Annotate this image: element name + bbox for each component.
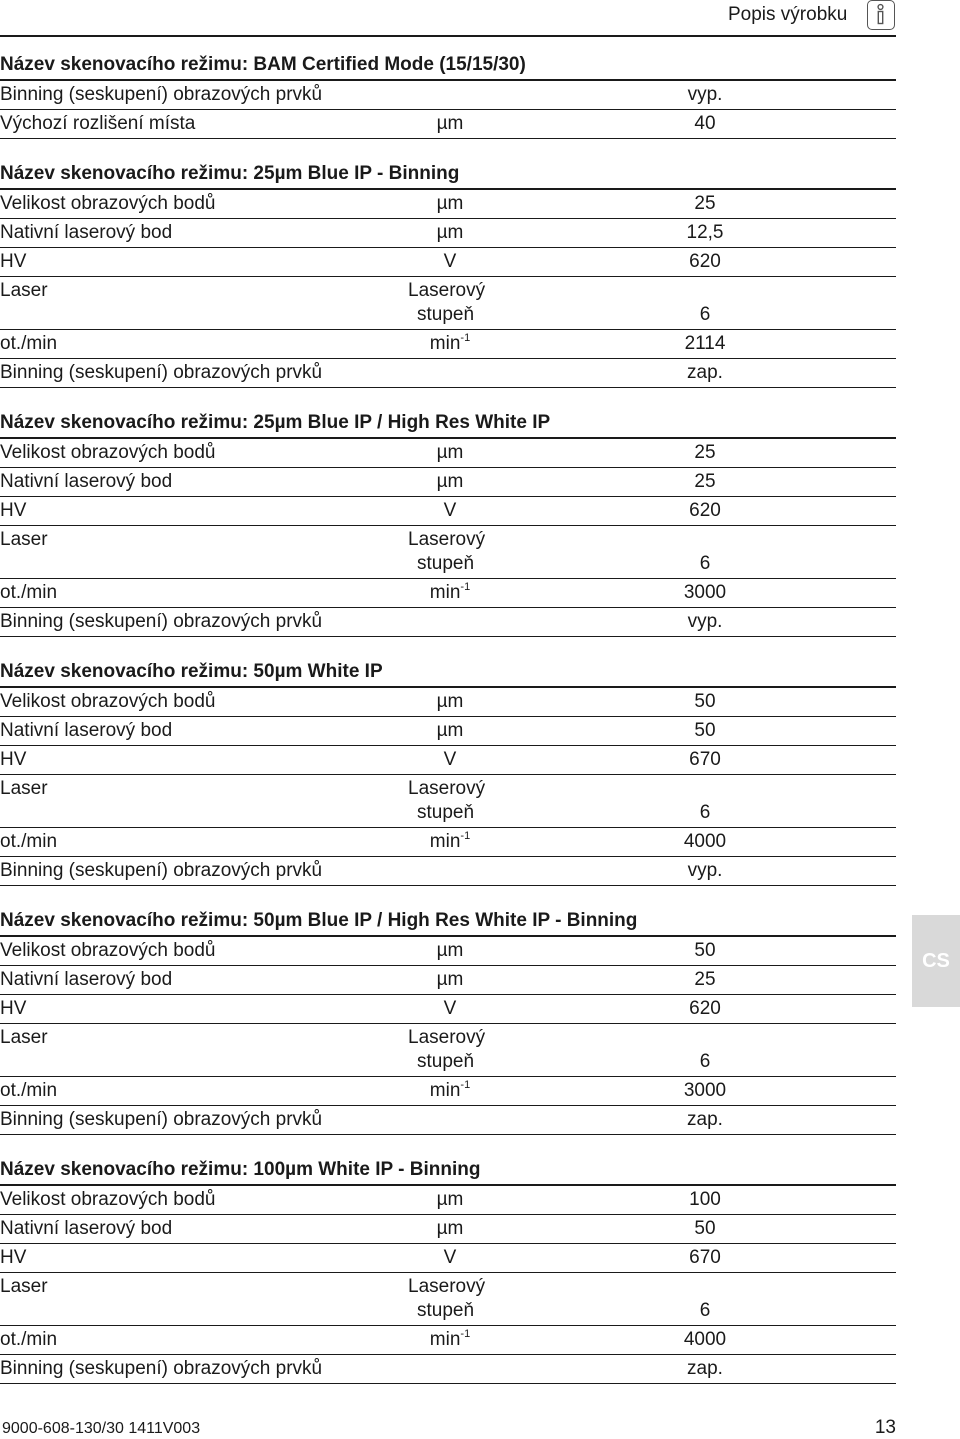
row-label: Binning (seskupení) obrazových prvků bbox=[0, 860, 323, 881]
unit-text: min bbox=[429, 1329, 461, 1350]
unit-text: µm bbox=[436, 1189, 464, 1210]
row-value: 25 bbox=[694, 471, 716, 492]
row-label: Laser bbox=[0, 1276, 48, 1297]
row-unit bbox=[408, 775, 485, 825]
row-label: ot./min bbox=[0, 1080, 58, 1101]
table-row bbox=[0, 277, 896, 330]
unit-line-1: Laserový bbox=[408, 529, 486, 550]
row-value: 3000 bbox=[683, 582, 727, 603]
row-label: Laser bbox=[0, 280, 48, 301]
row-label: Velikost obrazových bodů bbox=[0, 442, 216, 463]
section-title: Název skenovacího režimu: 100µm White IP - Binning bbox=[0, 1156, 896, 1186]
row-unit bbox=[360, 110, 540, 138]
unit-line-2: stupeň bbox=[417, 553, 475, 574]
section-title: Název skenovacího režimu: 25µm Blue IP - Binning bbox=[0, 160, 896, 190]
row-value: 6 bbox=[699, 1300, 711, 1321]
row-label: Výchozí rozlišení místa bbox=[0, 113, 196, 134]
row-unit bbox=[360, 995, 540, 1023]
page-number: 13 bbox=[874, 1417, 896, 1438]
row-value: 6 bbox=[699, 553, 711, 574]
row-value: zap. bbox=[687, 1358, 723, 1379]
row-value: 3000 bbox=[683, 1080, 727, 1101]
row-value: 50 bbox=[694, 1218, 716, 1239]
row-unit bbox=[360, 1186, 540, 1214]
row-value: 50 bbox=[694, 720, 716, 741]
unit-exponent: -1 bbox=[460, 1079, 471, 1091]
table-row bbox=[0, 248, 896, 277]
row-label: HV bbox=[0, 251, 27, 272]
table-row bbox=[0, 1355, 896, 1384]
row-unit bbox=[408, 1024, 485, 1074]
unit-exponent: -1 bbox=[460, 830, 471, 842]
table-row bbox=[0, 995, 896, 1024]
row-label: Velikost obrazových bodů bbox=[0, 940, 216, 961]
row-unit bbox=[360, 1244, 540, 1272]
row-unit bbox=[360, 497, 540, 525]
unit-text: µm bbox=[436, 471, 464, 492]
section-title: Název skenovacího režimu: 50µm White IP bbox=[0, 658, 896, 688]
table-row bbox=[0, 1215, 896, 1244]
table-row bbox=[0, 937, 896, 966]
row-value: 620 bbox=[689, 500, 721, 521]
page-title: Popis výrobku bbox=[728, 4, 848, 25]
row-label: HV bbox=[0, 998, 27, 1019]
row-label: Nativní laserový bod bbox=[0, 720, 173, 741]
table-row bbox=[0, 1106, 896, 1135]
row-unit bbox=[360, 468, 540, 496]
table-row bbox=[0, 717, 896, 746]
language-tab: CS bbox=[912, 915, 960, 1007]
row-value: 670 bbox=[689, 749, 721, 770]
unit-text: min bbox=[429, 831, 461, 852]
section-title: Název skenovacího režimu: 25µm Blue IP / High Res White IP bbox=[0, 409, 896, 439]
table-row bbox=[0, 1024, 896, 1077]
row-label: ot./min bbox=[0, 333, 58, 354]
header-divider bbox=[0, 35, 896, 37]
row-label: HV bbox=[0, 1247, 27, 1268]
row-value: 50 bbox=[694, 691, 716, 712]
unit-text: min bbox=[429, 582, 461, 603]
table-row bbox=[0, 579, 896, 608]
row-label: Binning (seskupení) obrazových prvků bbox=[0, 362, 323, 383]
table-row bbox=[0, 828, 896, 857]
unit-text: µm bbox=[436, 442, 464, 463]
row-unit bbox=[360, 248, 540, 276]
row-value: zap. bbox=[687, 1109, 723, 1130]
row-unit bbox=[360, 688, 540, 716]
unit-exponent: -1 bbox=[460, 332, 471, 344]
row-label: Velikost obrazových bodů bbox=[0, 1189, 216, 1210]
unit-text: min bbox=[429, 333, 461, 354]
row-value: 25 bbox=[694, 193, 716, 214]
row-unit bbox=[408, 1273, 485, 1323]
table-row bbox=[0, 1186, 896, 1215]
row-value: 50 bbox=[694, 940, 716, 961]
row-label: Laser bbox=[0, 778, 48, 799]
table-row bbox=[0, 439, 896, 468]
unit-line-2: stupeň bbox=[417, 304, 475, 325]
row-value: 4000 bbox=[683, 1329, 727, 1350]
row-label: HV bbox=[0, 500, 27, 521]
unit-line-1: Laserový bbox=[408, 1276, 486, 1297]
unit-line-1: Laserový bbox=[408, 1027, 486, 1048]
row-value: 2114 bbox=[684, 333, 726, 354]
row-value: 620 bbox=[689, 998, 721, 1019]
row-value: 670 bbox=[689, 1247, 721, 1268]
row-unit bbox=[360, 1326, 540, 1354]
row-unit bbox=[360, 717, 540, 745]
table-row bbox=[0, 330, 896, 359]
unit-text: V bbox=[443, 251, 457, 272]
table-row bbox=[0, 775, 896, 828]
row-unit bbox=[360, 937, 540, 965]
table-row bbox=[0, 1326, 896, 1355]
row-unit bbox=[360, 330, 540, 358]
row-label: Nativní laserový bod bbox=[0, 222, 173, 243]
unit-text: V bbox=[443, 749, 457, 770]
unit-text: µm bbox=[436, 222, 464, 243]
unit-line-2: stupeň bbox=[417, 802, 475, 823]
unit-text: µm bbox=[436, 969, 464, 990]
row-label: ot./min bbox=[0, 1329, 58, 1350]
row-unit bbox=[360, 1077, 540, 1105]
table-row bbox=[0, 1244, 896, 1273]
row-value: vyp. bbox=[687, 611, 723, 632]
table-row bbox=[0, 468, 896, 497]
table-row bbox=[0, 1273, 896, 1326]
unit-text: V bbox=[443, 998, 457, 1019]
row-label: Binning (seskupení) obrazových prvků bbox=[0, 611, 323, 632]
scan-mode-section bbox=[0, 1156, 896, 1384]
unit-text: µm bbox=[436, 720, 464, 741]
scan-mode-section bbox=[0, 409, 896, 637]
table-row bbox=[0, 688, 896, 717]
row-unit bbox=[408, 526, 485, 576]
row-label: Binning (seskupení) obrazových prvků bbox=[0, 1358, 323, 1379]
row-unit bbox=[360, 1215, 540, 1243]
row-unit bbox=[360, 190, 540, 218]
row-value: 12,5 bbox=[686, 222, 724, 243]
row-label: Nativní laserový bod bbox=[0, 471, 173, 492]
row-label: ot./min bbox=[0, 582, 58, 603]
scan-mode-section bbox=[0, 160, 896, 388]
unit-text: µm bbox=[436, 1218, 464, 1239]
unit-text: V bbox=[443, 1247, 457, 1268]
row-value: 620 bbox=[689, 251, 721, 272]
table-row bbox=[0, 1077, 896, 1106]
row-label: HV bbox=[0, 749, 27, 770]
table-row bbox=[0, 497, 896, 526]
row-unit bbox=[360, 579, 540, 607]
row-value: vyp. bbox=[687, 860, 723, 881]
row-value: 40 bbox=[694, 113, 716, 134]
row-label: Binning (seskupení) obrazových prvků bbox=[0, 84, 323, 105]
row-label: Velikost obrazových bodů bbox=[0, 193, 216, 214]
table-row bbox=[0, 526, 896, 579]
scan-mode-tables bbox=[0, 51, 896, 1405]
scan-mode-section bbox=[0, 658, 896, 886]
row-unit bbox=[360, 219, 540, 247]
row-label: Velikost obrazových bodů bbox=[0, 691, 216, 712]
row-value: 6 bbox=[699, 802, 711, 823]
document-code: 9000-608-130/30 1411V003 bbox=[2, 1420, 201, 1437]
unit-exponent: -1 bbox=[460, 1328, 471, 1340]
row-label: Nativní laserový bod bbox=[0, 969, 173, 990]
row-value: 100 bbox=[689, 1189, 721, 1210]
row-label: Laser bbox=[0, 529, 48, 550]
section-title: Název skenovacího režimu: 50µm Blue IP / High Res White IP - Binning bbox=[0, 907, 896, 937]
row-unit bbox=[360, 746, 540, 774]
unit-text: µm bbox=[436, 940, 464, 961]
row-value: zap. bbox=[687, 362, 723, 383]
scan-mode-section bbox=[0, 907, 896, 1135]
table-row bbox=[0, 746, 896, 775]
row-value: 25 bbox=[694, 969, 716, 990]
unit-text: V bbox=[443, 500, 457, 521]
section-title: Název skenovacího režimu: BAM Certified Mode (15/15/30) bbox=[0, 51, 896, 81]
table-row bbox=[0, 81, 896, 110]
table-row bbox=[0, 219, 896, 248]
unit-line-1: Laserový bbox=[408, 280, 486, 301]
unit-text: µm bbox=[436, 193, 464, 214]
unit-line-2: stupeň bbox=[417, 1300, 475, 1321]
row-unit bbox=[360, 439, 540, 467]
table-row bbox=[0, 966, 896, 995]
row-value: 6 bbox=[699, 1051, 711, 1072]
unit-line-1: Laserový bbox=[408, 778, 486, 799]
row-label: Nativní laserový bod bbox=[0, 1218, 173, 1239]
info-icon bbox=[867, 0, 895, 30]
table-row bbox=[0, 110, 896, 139]
row-value: 6 bbox=[699, 304, 711, 325]
unit-line-2: stupeň bbox=[417, 1051, 475, 1072]
row-label: Laser bbox=[0, 1027, 48, 1048]
scan-mode-section bbox=[0, 51, 896, 139]
row-value: 25 bbox=[694, 442, 716, 463]
unit-text: µm bbox=[436, 113, 464, 134]
unit-text: min bbox=[429, 1080, 461, 1101]
table-row bbox=[0, 359, 896, 388]
row-unit bbox=[360, 966, 540, 994]
unit-text: µm bbox=[436, 691, 464, 712]
table-row bbox=[0, 857, 896, 886]
row-label: Binning (seskupení) obrazových prvků bbox=[0, 1109, 323, 1130]
row-value: 4000 bbox=[683, 831, 727, 852]
row-unit bbox=[360, 828, 540, 856]
table-row bbox=[0, 190, 896, 219]
row-unit bbox=[408, 277, 485, 327]
unit-exponent: -1 bbox=[460, 581, 471, 593]
row-label: ot./min bbox=[0, 831, 58, 852]
row-value: vyp. bbox=[687, 84, 723, 105]
table-row bbox=[0, 608, 896, 637]
